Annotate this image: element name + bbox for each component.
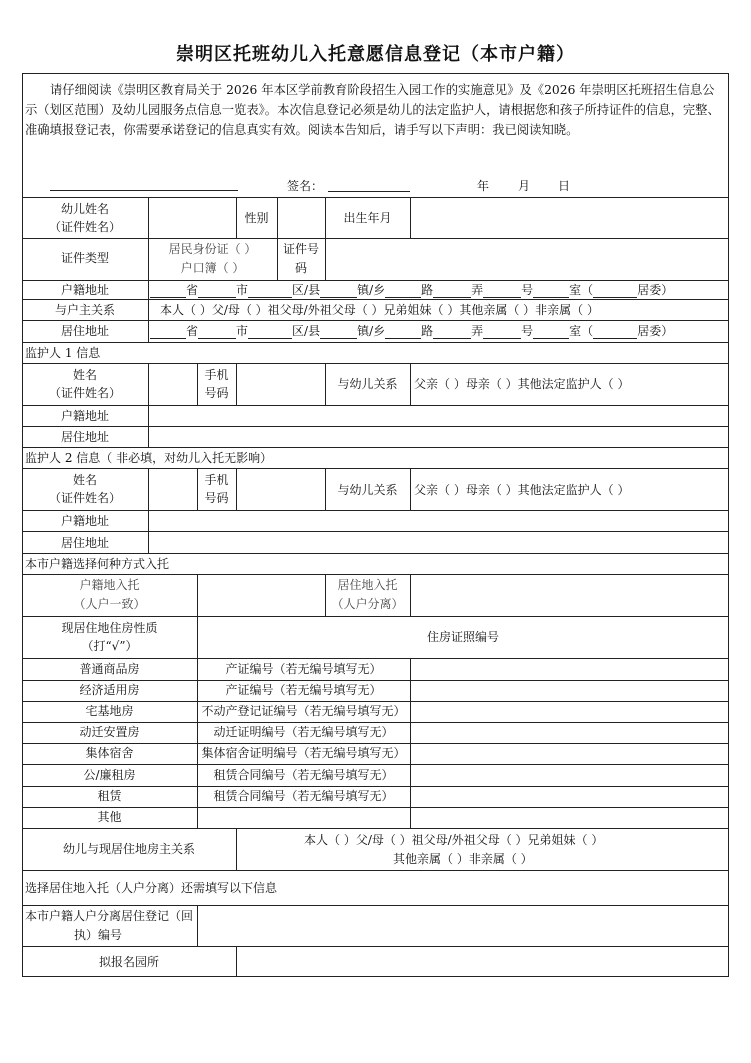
relation-to-householder-options[interactable]: 本人（ ）父/母（ ）祖父母/外祖父母（ ）兄弟姐妹（ ）其他亲属（ ）非亲属（ ） bbox=[160, 303, 599, 317]
entry-hukou-sublabel: （人户一致） bbox=[73, 597, 146, 611]
housing-cert-field[interactable] bbox=[411, 659, 728, 827]
separation-reg-field[interactable] bbox=[198, 906, 728, 945]
entry-method-header: 本市户籍选择何种方式入托 bbox=[25, 557, 170, 571]
declaration-blank[interactable] bbox=[50, 178, 238, 191]
owner-relation-label: 幼儿与现居住地房主关系 bbox=[62, 842, 195, 856]
guardian1-relation-options[interactable]: 父亲（ ）母亲（ ）其他法定监护人（ ） bbox=[414, 377, 630, 391]
entry-hukou-checkbox[interactable] bbox=[198, 575, 324, 615]
guardian2-hukou-field[interactable] bbox=[149, 511, 728, 530]
guardian1-phone-field[interactable] bbox=[237, 364, 324, 404]
housing-nature-label: 现居住地住房性质 bbox=[61, 621, 158, 635]
housing-cert-label: 产证编号（若无编号填写无） bbox=[225, 683, 382, 697]
housing-type: 公/廉租房 bbox=[83, 768, 136, 782]
guardian1-name-field[interactable] bbox=[149, 364, 196, 404]
guardian1-relation-label: 与幼儿关系 bbox=[337, 377, 398, 391]
housing-cert-label: 租赁合同编号（若无编号填写无） bbox=[213, 789, 394, 803]
housing-type: 动迁安置房 bbox=[79, 725, 140, 739]
housing-cert-label: 不动产登记证编号（若无编号填写无） bbox=[201, 704, 406, 718]
housing-type: 其他 bbox=[97, 810, 122, 824]
housing-cert-header: 住房证照编号 bbox=[426, 630, 499, 644]
entry-residence-sublabel: （人户分离） bbox=[331, 597, 404, 611]
signature-label: 签名： bbox=[287, 179, 324, 193]
sign-year: 年 bbox=[477, 179, 490, 193]
guardian2-phone-label-2: 号码 bbox=[204, 491, 229, 505]
guardian1-residence-label: 居住地址 bbox=[60, 430, 109, 444]
guardian1-header: 监护人 1 信息 bbox=[25, 346, 101, 360]
separation-note: 选择居住地入托（人户分离）还需填写以下信息 bbox=[25, 881, 278, 895]
guardian2-phone-field[interactable] bbox=[237, 469, 324, 509]
housing-type: 宅基地房 bbox=[85, 704, 134, 718]
separation-reg-sublabel: 执）编号 bbox=[74, 928, 123, 942]
child-name-sublabel: （证件姓名） bbox=[48, 220, 121, 234]
sign-day: 日 bbox=[558, 179, 571, 193]
signature-blank[interactable] bbox=[328, 179, 410, 192]
housing-nature-sublabel: （打“√”） bbox=[81, 639, 138, 653]
birth-field[interactable] bbox=[411, 198, 728, 237]
guardian2-phone-label: 手机 bbox=[204, 473, 229, 487]
guardian2-hukou-label: 户籍地址 bbox=[60, 514, 109, 528]
guardian2-residence-label: 居住地址 bbox=[60, 536, 109, 550]
housing-type: 租赁 bbox=[97, 789, 122, 803]
id-number-field[interactable] bbox=[326, 239, 728, 279]
gender-label: 性别 bbox=[244, 211, 269, 225]
guardian1-hukou-field[interactable] bbox=[149, 406, 728, 425]
housing-type: 集体宿舍 bbox=[85, 746, 134, 760]
intro-paragraph: 请仔细阅读《崇明区教育局关于 2026 年本区学前教育阶段招生入园工作的实施意见》及《2026 年崇明区托班招生信息公示（划区范围）及幼儿园服务点信息一览表》。本次信息登记必须是幼儿的法定监护人，请根据您和孩子所持证件的信息，完整、准确填报登记表，你需要承诺登记的信息真实有效。阅读本告知后，请手写以下声明：我已阅读知晓。 bbox=[25, 83, 720, 137]
owner-relation-options-line1[interactable]: 本人（ ）父/母（ ）祖父母/外祖父母（ ）兄弟姐妹（ ） bbox=[304, 833, 604, 847]
kindergarten-field[interactable] bbox=[237, 947, 728, 976]
guardian2-name-label: 姓名 bbox=[72, 473, 97, 487]
child-name-label: 幼儿姓名 bbox=[60, 202, 109, 216]
entry-residence-checkbox[interactable] bbox=[411, 575, 728, 615]
hukou-address-label: 户籍地址 bbox=[60, 283, 109, 297]
entry-hukou-label: 户籍地入托 bbox=[79, 578, 140, 592]
birth-label: 出生年月 bbox=[343, 211, 392, 225]
guardian1-name-sublabel: （证件姓名） bbox=[48, 386, 121, 400]
id-option-hukou-book[interactable]: 户口簿（ ） bbox=[180, 261, 245, 275]
housing-type: 普通商品房 bbox=[79, 662, 140, 676]
housing-cert-label: 集体宿舍证明编号（若无编号填写无） bbox=[201, 746, 406, 760]
relation-to-householder-label: 与户主关系 bbox=[54, 303, 115, 317]
gender-field[interactable] bbox=[278, 198, 324, 237]
guardian1-phone-label: 手机 bbox=[204, 368, 229, 382]
guardian2-relation-options[interactable]: 父亲（ ）母亲（ ）其他法定监护人（ ） bbox=[414, 483, 630, 497]
kindergarten-label: 拟报名园所 bbox=[98, 955, 159, 969]
guardian2-header: 监护人 2 信息（ 非必填，对幼儿入托无影响） bbox=[25, 451, 273, 465]
guardian2-relation-label: 与幼儿关系 bbox=[337, 483, 398, 497]
id-number-label: 证件号 bbox=[282, 242, 319, 256]
guardian2-residence-field[interactable] bbox=[149, 532, 728, 552]
id-option-resident-card[interactable]: 居民身份证（ ） bbox=[168, 242, 257, 256]
child-name-field[interactable] bbox=[149, 198, 235, 237]
housing-cert-label: 产证编号（若无编号填写无） bbox=[225, 662, 382, 676]
housing-type: 经济适用房 bbox=[79, 683, 140, 697]
housing-cert-label: 租赁合同编号（若无编号填写无） bbox=[213, 768, 394, 782]
page-title: 崇明区托班幼儿入托意愿信息登记（本市户籍） bbox=[176, 44, 575, 65]
guardian1-phone-label-2: 号码 bbox=[204, 386, 229, 400]
guardian1-residence-field[interactable] bbox=[149, 427, 728, 446]
housing-cert-label: 动迁证明编号（若无编号填写无） bbox=[213, 725, 394, 739]
sign-month: 月 bbox=[518, 179, 531, 193]
entry-residence-label: 居住地入托 bbox=[337, 578, 398, 592]
residence-address-field[interactable]: 省 市 区/县 镇/乡 路 弄 号 室（ 居委） bbox=[150, 323, 673, 339]
guardian2-name-sublabel: （证件姓名） bbox=[48, 491, 121, 505]
residence-address-label: 居住地址 bbox=[60, 324, 109, 338]
guardian1-hukou-label: 户籍地址 bbox=[60, 409, 109, 423]
hukou-address-field[interactable]: 省 市 区/县 镇/乡 路 弄 号 室（ 居委） bbox=[150, 282, 673, 298]
id-number-label-2: 码 bbox=[294, 261, 307, 275]
separation-reg-label: 本市户籍人户分离居住登记（回 bbox=[25, 909, 194, 923]
owner-relation-options-line2[interactable]: 其他亲属（ ）非亲属（ ） bbox=[393, 852, 533, 866]
guardian1-name-label: 姓名 bbox=[72, 368, 97, 382]
guardian2-name-field[interactable] bbox=[149, 469, 196, 509]
id-type-label: 证件类型 bbox=[60, 251, 109, 265]
